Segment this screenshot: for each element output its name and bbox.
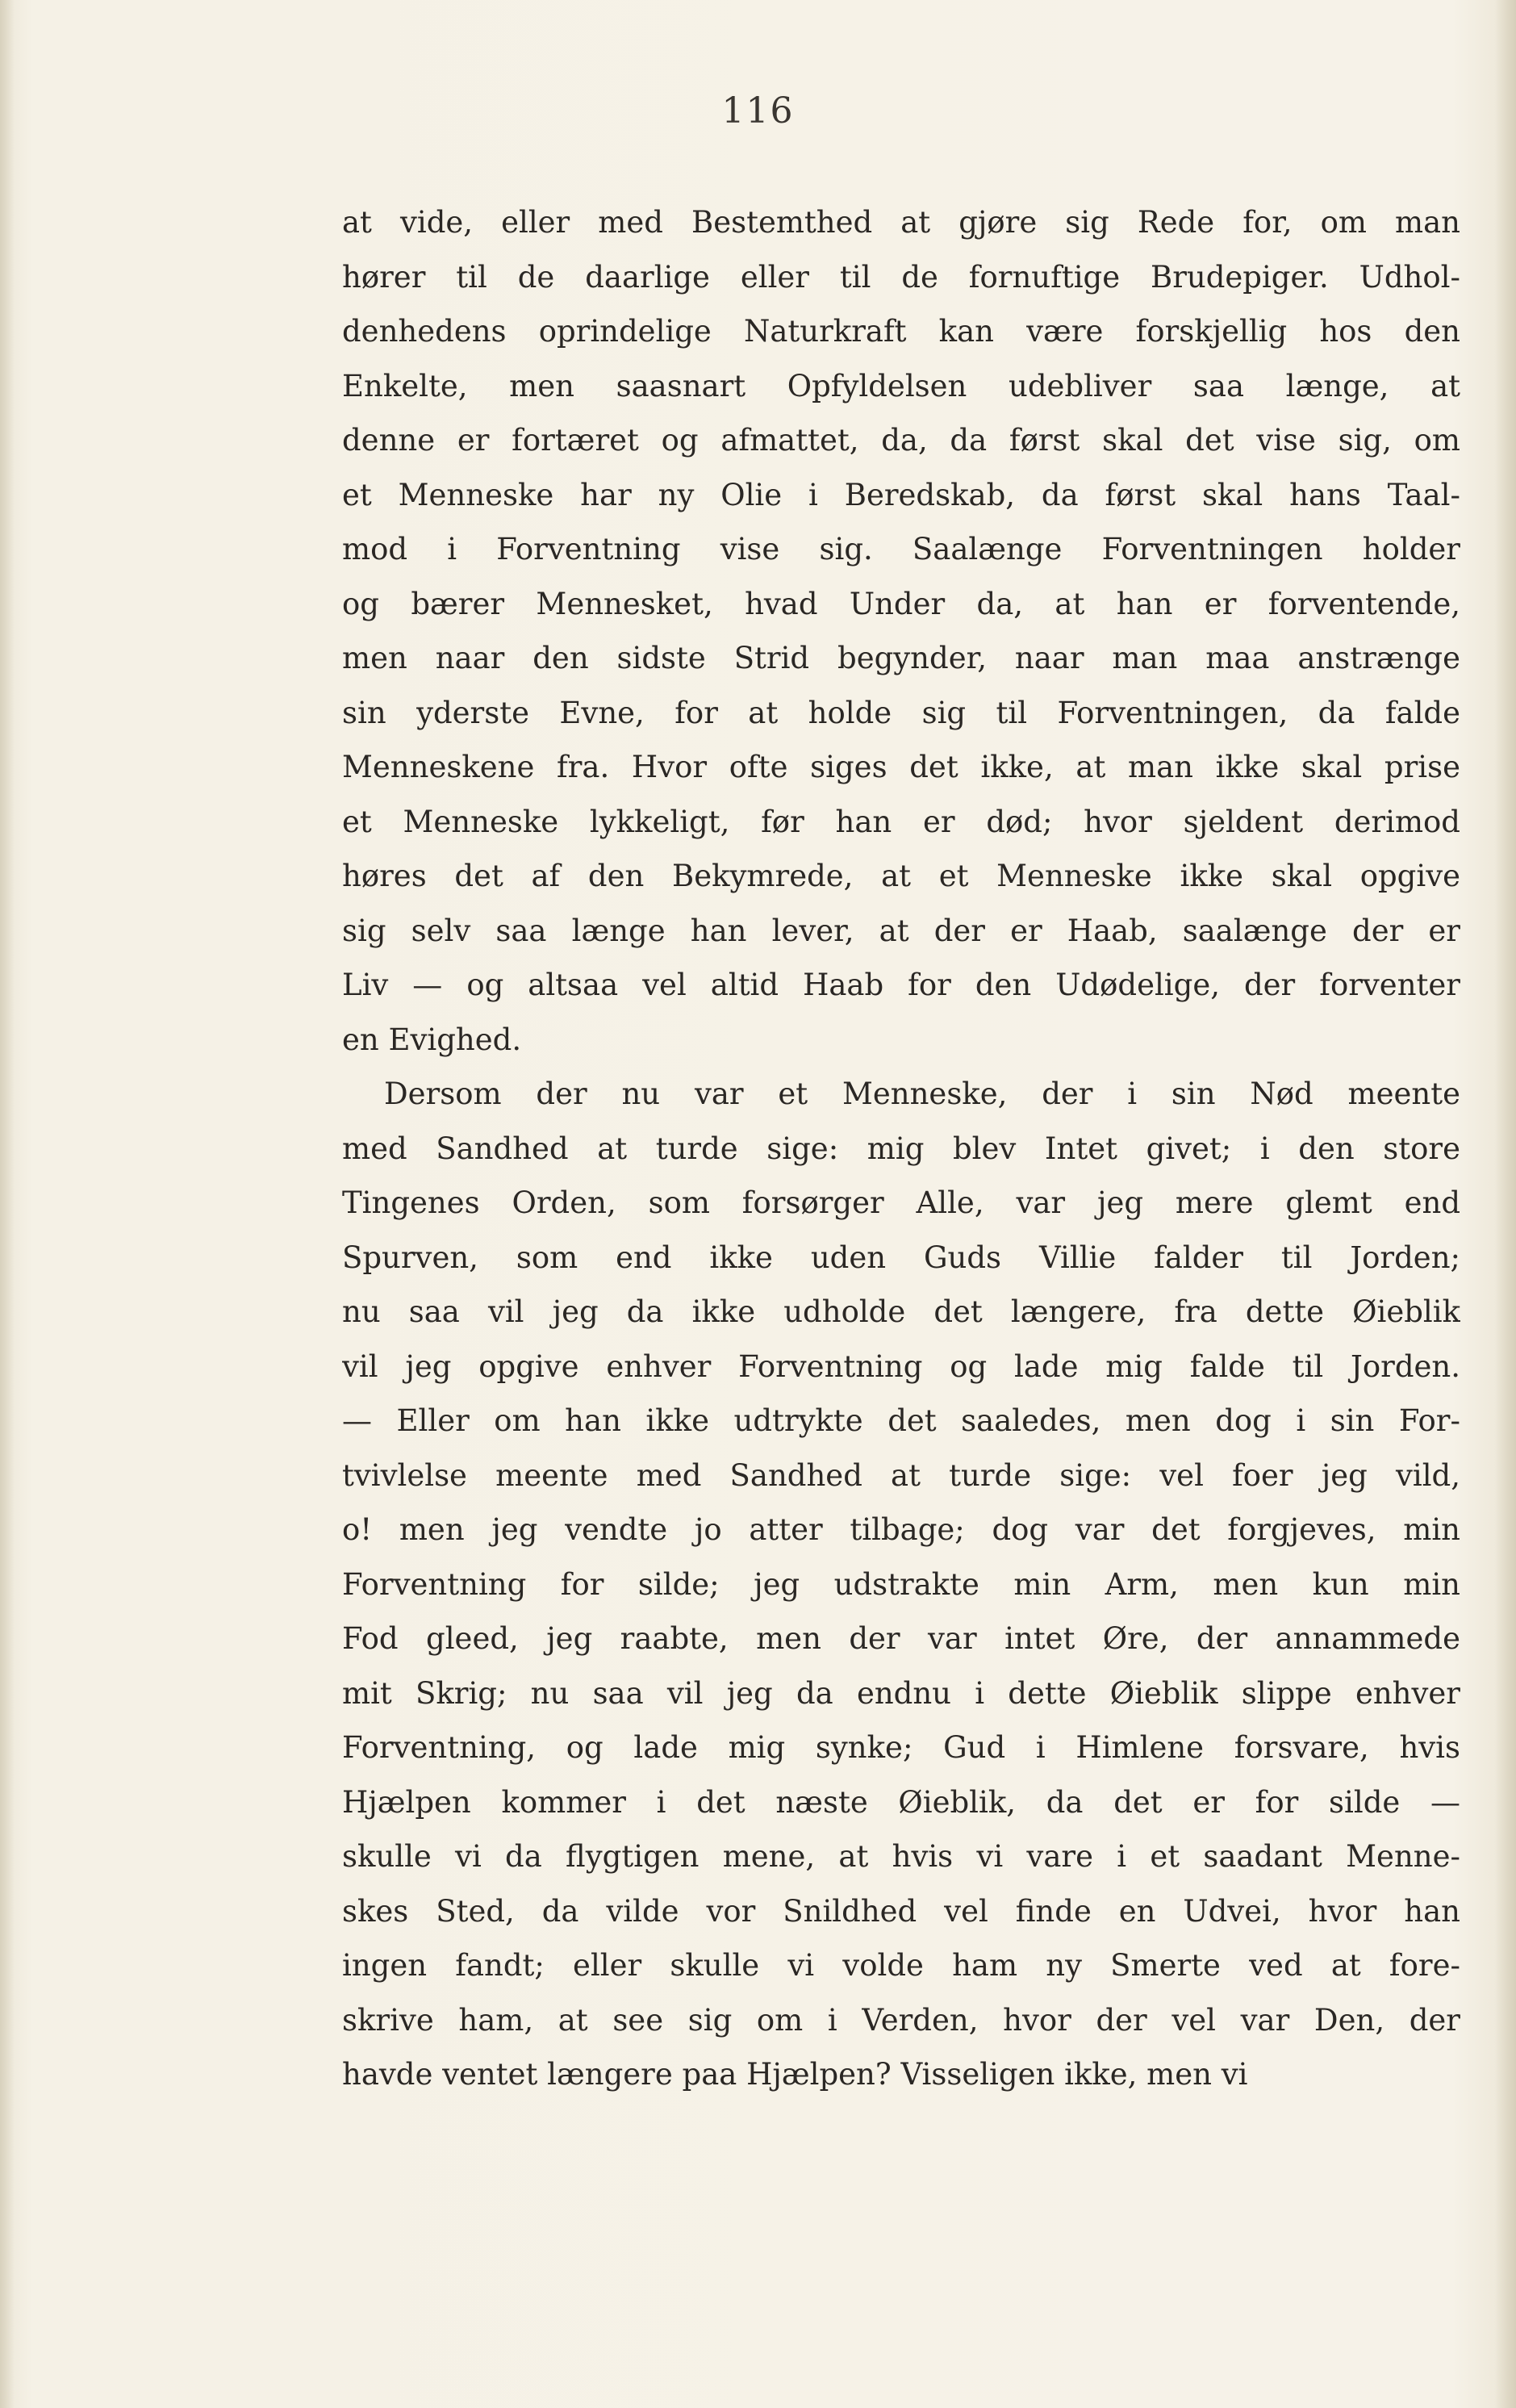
text-line: — Eller om han ikke udtrykte det saaledes, men dog i sin For- <box>342 1403 1460 1438</box>
text-line: ingen fandt; eller skulle vi volde ham ny Smerte ved at fore- <box>342 1948 1460 1983</box>
text-line: sin yderste Evne, for at holde sig til Forventningen, da falde <box>342 695 1460 730</box>
text-line: Forventning, og lade mig synke; Gud i Himlene forsvare, hvis <box>342 1730 1460 1765</box>
text-line: et Menneske har ny Olie i Beredskab, da først skal hans Taal- <box>342 477 1460 512</box>
text-line: Dersom der nu var et Menneske, der i sin Nød meente <box>384 1076 1460 1111</box>
text-line: nu saa vil jeg da ikke udholde det længere, fra dette Øieblik <box>342 1294 1460 1329</box>
text-line: med Sandhed at turde sige: mig blev Intet givet; i den store <box>342 1131 1460 1166</box>
text-line: skulle vi da flygtigen mene, at hvis vi vare i et saadant Menne- <box>342 1839 1460 1874</box>
page-edge-right <box>1495 0 1516 2408</box>
text-line: Tingenes Orden, som forsørger Alle, var jeg mere glemt end <box>342 1185 1460 1220</box>
text-line: Spurven, som end ikke uden Guds Villie falder til Jorden; <box>342 1240 1460 1275</box>
text-line: sig selv saa længe han lever, at der er Haab, saalænge der er <box>342 913 1460 948</box>
text-line: mit Skrig; nu saa vil jeg da endnu i dette Øieblik slippe enhver <box>342 1675 1460 1711</box>
page-edge-left <box>0 0 15 2408</box>
text-line: at vide, eller med Bestemthed at gjøre sig Rede for, om man <box>342 205 1460 240</box>
text-line: et Menneske lykkeligt, før han er død; hvor sjeldent derimod <box>342 804 1460 839</box>
text-line: Fod gleed, jeg raabte, men der var intet Øre, der annammede <box>342 1621 1460 1656</box>
body-text <box>342 195 1460 2102</box>
text-line: Menneskene fra. Hvor ofte siges det ikke, at man ikke skal prise <box>342 750 1460 784</box>
text-line: høres det af den Bekymrede, at et Menneske ikke skal opgive <box>342 859 1460 893</box>
text-line: tvivlelse meente med Sandhed at turde sige: vel foer jeg vild, <box>342 1457 1460 1493</box>
page-number: 116 <box>721 90 795 132</box>
text-line: og bærer Mennesket, hvad Under da, at han er forventende, <box>342 586 1460 621</box>
text-line: skrive ham, at see sig om i Verden, hvor der vel var Den, der <box>342 2002 1460 2038</box>
text-line: denne er fortæret og afmattet, da, da først skal det vise sig, om <box>342 423 1460 458</box>
text-line: hører til de daarlige eller til de fornuftige Brudepiger. Udhol- <box>342 259 1460 295</box>
text-line: skes Sted, da vilde vor Snildhed vel finde en Udvei, hvor han <box>342 1893 1460 1929</box>
text-line: vil jeg opgive enhver Forventning og lade mig falde til Jorden. <box>342 1348 1460 1384</box>
text-line: o! men jeg vendte jo atter tilbage; dog var det forgjeves, min <box>342 1512 1460 1547</box>
text-line: mod i Forventning vise sig. Saalænge Forventningen holder <box>342 532 1460 566</box>
text-line: Forventning for silde; jeg udstrakte min Arm, men kun min <box>342 1566 1460 1602</box>
text-line: Hjælpen kommer i det næste Øieblik, da det er for silde — <box>342 1784 1460 1820</box>
text-line: denhedens oprindelige Naturkraft kan være forskjellig hos den <box>342 314 1460 349</box>
text-line: en Evighed. <box>342 1022 522 1057</box>
text-line: men naar den sidste Strid begynder, naar man maa anstrænge <box>342 641 1460 675</box>
text-line: Liv — og altsaa vel altid Haab for den Udødelige, der forventer <box>342 968 1460 1002</box>
text-line: havde ventet længere paa Hjælpen? Visseligen ikke, men vi <box>342 2057 1248 2092</box>
text-line: Enkelte, men saasnart Opfyldelsen udebliver saa længe, at <box>342 368 1460 403</box>
